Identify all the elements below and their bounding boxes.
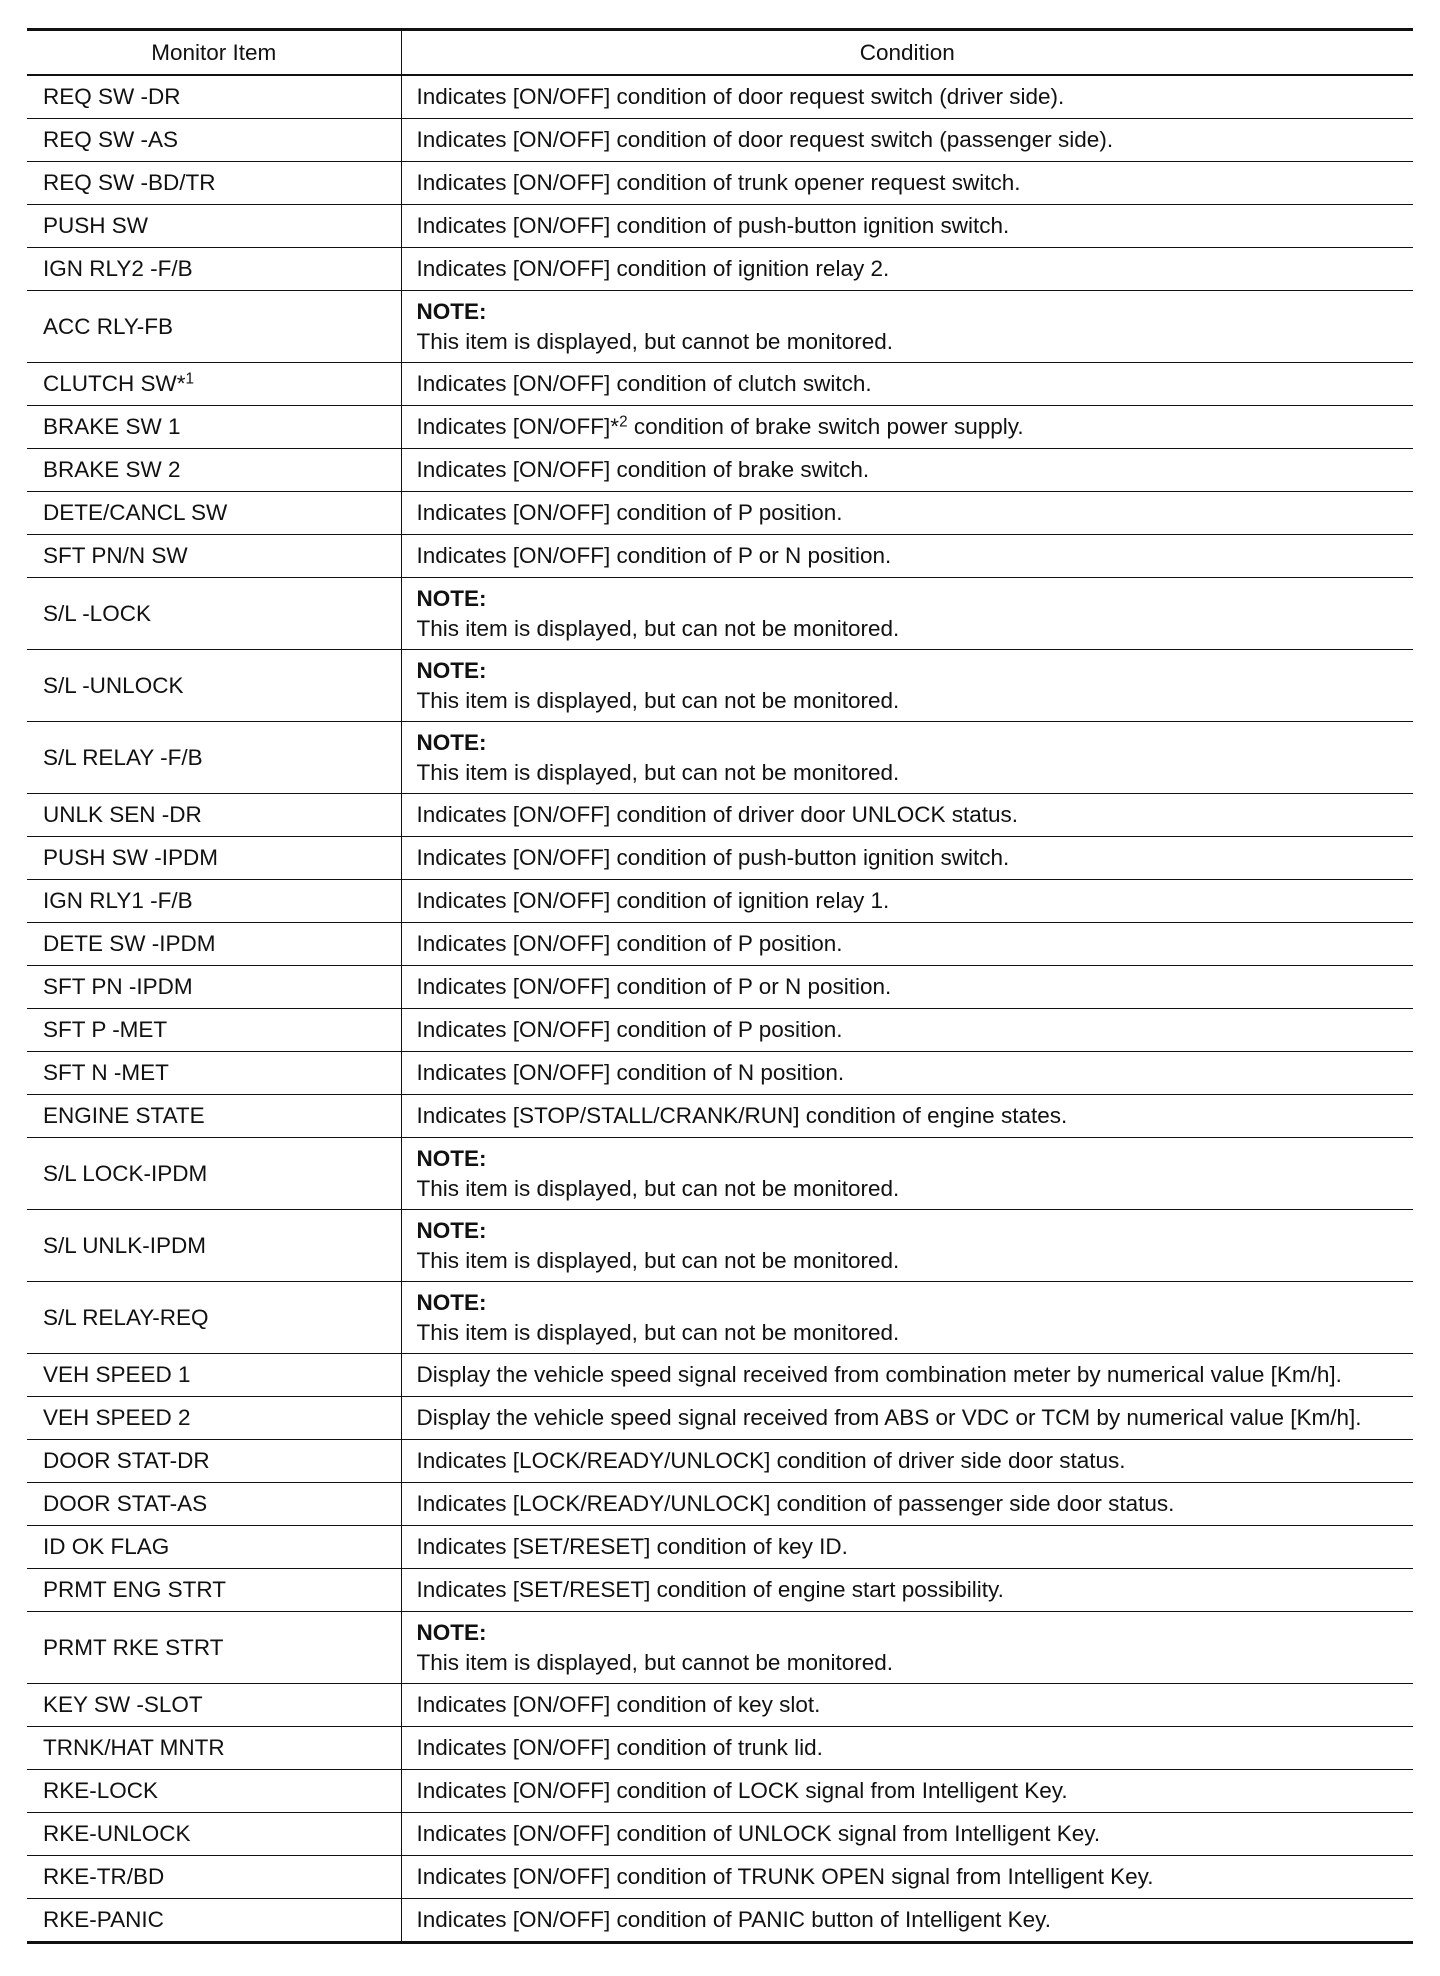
table-row <box>27 1397 1413 1440</box>
condition-cell <box>401 1856 1413 1899</box>
monitor-item-text: DOOR STAT-DR <box>43 1448 210 1474</box>
monitor-item-cell <box>27 449 401 492</box>
note-text: This item is displayed, but can not be monitored. <box>416 615 900 641</box>
monitor-item-text: IGN RLY1 -F/B <box>43 888 193 914</box>
condition-text: Indicates [ON/OFF] condition of PANIC button of Intelligent Key. <box>416 1907 1051 1933</box>
table-row <box>27 1856 1413 1899</box>
condition-text: Indicates [ON/OFF] condition of trunk lid. <box>416 1735 823 1761</box>
monitor-item-text: REQ SW -DR <box>43 84 181 110</box>
condition-cell <box>401 535 1413 578</box>
condition-text: Indicates [ON/OFF] condition of LOCK signal from Intelligent Key. <box>416 1778 1068 1804</box>
condition-cell <box>401 1210 1413 1282</box>
condition-cell <box>401 449 1413 492</box>
note-text: This item is displayed, but can not be monitored. <box>416 1247 900 1273</box>
monitor-item-text: PUSH SW -IPDM <box>43 845 219 871</box>
monitor-item-cell <box>27 1612 401 1684</box>
table-row <box>27 1727 1413 1770</box>
note-label: NOTE: <box>416 586 487 612</box>
condition-text: Indicates [ON/OFF] condition of TRUNK OPEN signal from Intelligent Key. <box>416 1864 1154 1890</box>
condition-text: Indicates [ON/OFF] condition of P position. <box>416 500 843 526</box>
table-row <box>27 837 1413 880</box>
monitor-item-cell <box>27 363 401 406</box>
monitor-item-table <box>27 28 1413 1944</box>
monitor-item-text: UNLK SEN -DR <box>43 802 202 828</box>
condition-cell <box>401 492 1413 535</box>
condition-cell <box>401 205 1413 248</box>
condition-cell <box>401 248 1413 291</box>
condition-text: Display the vehicle speed signal received from combination meter by numerical value [Km/h]. <box>416 1362 1342 1388</box>
monitor-item-text: REQ SW -AS <box>43 127 179 153</box>
monitor-item-cell <box>27 1483 401 1526</box>
table-row <box>27 1440 1413 1483</box>
monitor-item-cell <box>27 880 401 923</box>
condition-cell <box>401 794 1413 837</box>
monitor-item-text: ACC RLY-FB <box>43 313 174 339</box>
footnote-marker: 2 <box>619 413 628 431</box>
monitor-item-text: VEH SPEED 1 <box>43 1362 191 1388</box>
condition-cell <box>401 1813 1413 1856</box>
condition-cell <box>401 1440 1413 1483</box>
note-text: This item is displayed, but can not be monitored. <box>416 1175 900 1201</box>
monitor-item-cell <box>27 1397 401 1440</box>
monitor-item-text: S/L LOCK-IPDM <box>43 1160 208 1186</box>
condition-text: Indicates [ON/OFF] condition of key slot. <box>416 1692 821 1718</box>
condition-cell <box>401 1899 1413 1943</box>
condition-text: Indicates [STOP/STALL/CRANK/RUN] condition of engine states. <box>416 1103 1068 1129</box>
condition-text: Indicates [ON/OFF] condition of push-button ignition switch. <box>416 845 1010 871</box>
monitor-item-cell <box>27 1095 401 1138</box>
monitor-item-cell <box>27 923 401 966</box>
condition-cell <box>401 119 1413 162</box>
table-row <box>27 1526 1413 1569</box>
condition-cell <box>401 650 1413 722</box>
condition-cell <box>401 1483 1413 1526</box>
condition-text: Indicates [ON/OFF] condition of P position. <box>416 931 843 957</box>
table-row <box>27 363 1413 406</box>
monitor-item-text: RKE-PANIC <box>43 1907 164 1933</box>
monitor-item-cell <box>27 1138 401 1210</box>
table-row <box>27 291 1413 363</box>
monitor-item-text: BRAKE SW 2 <box>43 457 181 483</box>
condition-cell <box>401 1569 1413 1612</box>
table-row <box>27 966 1413 1009</box>
condition-cell <box>401 1770 1413 1813</box>
monitor-item-text: PUSH SW <box>43 213 149 239</box>
condition-text: Indicates [ON/OFF] condition of P or N position. <box>416 543 892 569</box>
note-label: NOTE: <box>416 299 487 325</box>
note-label: NOTE: <box>416 1620 487 1646</box>
table-row <box>27 248 1413 291</box>
condition-cell <box>401 1526 1413 1569</box>
table-row <box>27 1684 1413 1727</box>
note-text: This item is displayed, but can not be monitored. <box>416 687 900 713</box>
table-row <box>27 1282 1413 1354</box>
table-row <box>27 492 1413 535</box>
condition-text: Indicates [ON/OFF] condition of push-button ignition switch. <box>416 213 1010 239</box>
condition-cell <box>401 162 1413 205</box>
table-row <box>27 1569 1413 1612</box>
condition-text: Indicates [LOCK/READY/UNLOCK] condition of driver side door status. <box>416 1448 1126 1474</box>
monitor-item-cell <box>27 1899 401 1943</box>
monitor-item-cell <box>27 248 401 291</box>
table-row <box>27 119 1413 162</box>
condition-cell <box>401 1397 1413 1440</box>
monitor-item-text: S/L UNLK-IPDM <box>43 1232 206 1258</box>
monitor-item-text: SFT P -MET <box>43 1017 168 1043</box>
condition-cell <box>401 578 1413 650</box>
table-row <box>27 449 1413 492</box>
condition-cell <box>401 1138 1413 1210</box>
monitor-item-text: DETE SW -IPDM <box>43 931 216 957</box>
monitor-item-text: S/L -UNLOCK <box>43 672 184 698</box>
monitor-item-text: PRMT RKE STRT <box>43 1634 224 1660</box>
monitor-item-cell <box>27 1354 401 1397</box>
condition-cell <box>401 75 1413 119</box>
condition-cell <box>401 1612 1413 1684</box>
monitor-item-cell <box>27 966 401 1009</box>
table-row <box>27 1813 1413 1856</box>
condition-text: Indicates [ON/OFF] condition of brake switch. <box>416 457 870 483</box>
note-label: NOTE: <box>416 730 487 756</box>
monitor-item-text: PRMT ENG STRT <box>43 1577 226 1603</box>
condition-cell <box>401 722 1413 794</box>
monitor-item-text: TRNK/HAT MNTR <box>43 1735 225 1761</box>
monitor-item-text: CLUTCH SW* <box>43 371 186 397</box>
monitor-item-cell <box>27 75 401 119</box>
condition-text: condition of brake switch power supply. <box>627 414 1024 440</box>
monitor-item-cell <box>27 794 401 837</box>
monitor-item-cell <box>27 291 401 363</box>
table-header-row <box>27 30 1413 76</box>
condition-text: Indicates [ON/OFF] condition of N position. <box>416 1060 845 1086</box>
condition-cell <box>401 1282 1413 1354</box>
monitor-item-text: SFT PN/N SW <box>43 543 188 569</box>
condition-text: Indicates [ON/OFF] condition of door request switch (driver side). <box>416 84 1065 110</box>
monitor-item-cell <box>27 406 401 449</box>
table-row <box>27 1052 1413 1095</box>
monitor-item-text: RKE-LOCK <box>43 1778 159 1804</box>
note-label: NOTE: <box>416 1218 487 1244</box>
monitor-item-cell <box>27 1440 401 1483</box>
monitor-item-cell <box>27 837 401 880</box>
condition-text: Display the vehicle speed signal received from ABS or VDC or TCM by numerical value [Km/h]. <box>416 1405 1362 1431</box>
table-body <box>27 75 1413 1943</box>
monitor-item-text: SFT PN -IPDM <box>43 974 193 1000</box>
monitor-item-cell <box>27 578 401 650</box>
monitor-item-cell <box>27 119 401 162</box>
monitor-item-cell <box>27 722 401 794</box>
table-row <box>27 880 1413 923</box>
table-row <box>27 205 1413 248</box>
note-label: NOTE: <box>416 1146 487 1172</box>
table-row <box>27 923 1413 966</box>
condition-cell <box>401 966 1413 1009</box>
monitor-item-cell <box>27 1569 401 1612</box>
note-text: This item is displayed, but cannot be monitored. <box>416 1649 893 1675</box>
note-text: This item is displayed, but can not be monitored. <box>416 759 900 785</box>
table-row <box>27 1612 1413 1684</box>
monitor-item-text: S/L RELAY-REQ <box>43 1304 209 1330</box>
monitor-item-cell <box>27 1282 401 1354</box>
condition-cell <box>401 1684 1413 1727</box>
condition-text: Indicates [ON/OFF]* <box>416 414 620 440</box>
footnote-marker: 1 <box>185 370 195 388</box>
note-text: This item is displayed, but can not be monitored. <box>416 1319 900 1345</box>
monitor-item-cell <box>27 1526 401 1569</box>
monitor-item-text: DETE/CANCL SW <box>43 500 228 526</box>
condition-cell <box>401 406 1413 449</box>
header-monitor-item: Monitor Item <box>27 30 401 76</box>
monitor-item-cell <box>27 650 401 722</box>
condition-text: Indicates [ON/OFF] condition of ignition relay 2. <box>416 256 890 282</box>
condition-cell <box>401 1052 1413 1095</box>
table-row <box>27 794 1413 837</box>
condition-cell <box>401 291 1413 363</box>
condition-text: Indicates [ON/OFF] condition of clutch switch. <box>416 371 872 397</box>
monitor-item-text: KEY SW -SLOT <box>43 1692 203 1718</box>
note-label: NOTE: <box>416 658 487 684</box>
condition-text: Indicates [ON/OFF] condition of trunk opener request switch. <box>416 170 1021 196</box>
condition-text: Indicates [ON/OFF] condition of door request switch (passenger side). <box>416 127 1114 153</box>
condition-text: Indicates [ON/OFF] condition of driver door UNLOCK status. <box>416 802 1018 828</box>
monitor-item-text: ID OK FLAG <box>43 1534 170 1560</box>
condition-text: Indicates [LOCK/READY/UNLOCK] condition of passenger side door status. <box>416 1491 1175 1517</box>
table-row <box>27 1138 1413 1210</box>
header-condition: Condition <box>401 30 1413 76</box>
monitor-item-cell <box>27 162 401 205</box>
condition-cell <box>401 1727 1413 1770</box>
monitor-item-cell <box>27 535 401 578</box>
monitor-item-cell <box>27 1052 401 1095</box>
monitor-item-text: S/L -LOCK <box>43 600 151 626</box>
monitor-item-cell <box>27 205 401 248</box>
table-row <box>27 1009 1413 1052</box>
monitor-item-cell <box>27 1727 401 1770</box>
monitor-item-text: SFT N -MET <box>43 1060 169 1086</box>
table-row <box>27 535 1413 578</box>
table-row <box>27 75 1413 119</box>
condition-cell <box>401 363 1413 406</box>
condition-cell <box>401 923 1413 966</box>
condition-cell <box>401 880 1413 923</box>
table-row <box>27 578 1413 650</box>
monitor-item-text: DOOR STAT-AS <box>43 1491 208 1517</box>
condition-cell <box>401 1095 1413 1138</box>
condition-cell <box>401 837 1413 880</box>
condition-text: Indicates [ON/OFF] condition of ignition relay 1. <box>416 888 890 914</box>
monitor-item-text: RKE-UNLOCK <box>43 1821 191 1847</box>
monitor-item-text: IGN RLY2 -F/B <box>43 256 193 282</box>
monitor-item-cell <box>27 1684 401 1727</box>
table-row <box>27 162 1413 205</box>
monitor-item-cell <box>27 492 401 535</box>
table-row <box>27 1354 1413 1397</box>
condition-cell <box>401 1354 1413 1397</box>
table-row <box>27 1210 1413 1282</box>
table-row <box>27 650 1413 722</box>
table-row <box>27 1483 1413 1526</box>
monitor-item-text: S/L RELAY -F/B <box>43 744 203 770</box>
note-label: NOTE: <box>416 1290 487 1316</box>
table-row <box>27 1899 1413 1943</box>
monitor-item-cell <box>27 1856 401 1899</box>
table-row <box>27 1095 1413 1138</box>
condition-text: Indicates [SET/RESET] condition of engine start possibility. <box>416 1577 1004 1603</box>
table-row <box>27 1770 1413 1813</box>
monitor-item-cell <box>27 1813 401 1856</box>
monitor-item-text: VEH SPEED 2 <box>43 1405 191 1431</box>
monitor-item-cell <box>27 1009 401 1052</box>
monitor-item-text: ENGINE STATE <box>43 1103 205 1129</box>
condition-cell <box>401 1009 1413 1052</box>
table-row <box>27 722 1413 794</box>
monitor-item-text: RKE-TR/BD <box>43 1864 165 1890</box>
condition-text: Indicates [ON/OFF] condition of P or N position. <box>416 974 892 1000</box>
note-text: This item is displayed, but cannot be monitored. <box>416 328 893 354</box>
condition-text: Indicates [ON/OFF] condition of P position. <box>416 1017 843 1043</box>
table-row <box>27 406 1413 449</box>
monitor-item-cell <box>27 1210 401 1282</box>
condition-text: Indicates [ON/OFF] condition of UNLOCK signal from Intelligent Key. <box>416 1821 1101 1847</box>
monitor-item-cell <box>27 1770 401 1813</box>
monitor-item-text: BRAKE SW 1 <box>43 414 181 440</box>
condition-text: Indicates [SET/RESET] condition of key ID. <box>416 1534 848 1560</box>
monitor-item-text: REQ SW -BD/TR <box>43 170 216 196</box>
